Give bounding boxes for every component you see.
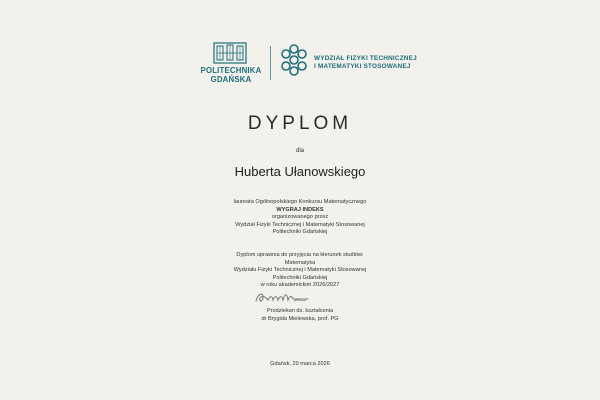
admission-line: Politechniki Gdańskiej xyxy=(272,274,328,281)
laureate-line: Wydział Fizyki Technicznej i Matematyki Stosowanej xyxy=(235,221,365,228)
faculty-hexagon-icon xyxy=(276,42,312,78)
faculty-name-line2: I MATEMATYKI STOSOWANEJ xyxy=(314,63,411,70)
issue-date: Gdańsk, 20 marca 2026 xyxy=(270,361,330,367)
logo-divider xyxy=(270,46,271,80)
logo-line-politechnika: POLITECHNIKA xyxy=(200,66,262,75)
university-crest-icon xyxy=(213,42,247,64)
competition-name: WYGRAJ INDEKS xyxy=(276,206,324,213)
recipient-name: Huberta Ułanowskiego xyxy=(234,164,366,179)
admission-line: Dyplom uprawnia do przyjęcia na kierunek studiów: xyxy=(236,252,364,258)
laureate-line: laureata Ogólnopolskiego Konkursu Matematycznego xyxy=(233,199,367,205)
diploma-title: DYPLOM xyxy=(247,113,353,134)
academic-year: w roku akademickim 2026/2027 xyxy=(260,282,340,289)
signer-name: dr Brygida Mielewska, prof. PG xyxy=(261,315,339,322)
laureate-line: Politechniki Gdańskiej xyxy=(272,229,328,236)
for-label: dla xyxy=(295,148,304,154)
admission-line: Wydziału Fizyki Technicznej i Matematyki Stosowanej xyxy=(233,267,367,274)
laureate-line: organizowanego przez xyxy=(271,214,329,221)
signer-block xyxy=(0,308,600,323)
politechnika-gdanska-logo xyxy=(196,42,266,86)
laureate-block xyxy=(0,199,600,237)
handwritten-signature xyxy=(250,289,320,305)
study-field: Matematyka xyxy=(284,259,316,266)
signer-role: Prodziekan ds. kształcenia xyxy=(266,308,334,314)
faculty-name-line1: WYDZIAŁ FIZYKI TECHNICZNEJ xyxy=(314,55,417,62)
logo-line-gdanska: GDAŃSKA xyxy=(210,75,252,84)
admission-block xyxy=(0,252,600,290)
